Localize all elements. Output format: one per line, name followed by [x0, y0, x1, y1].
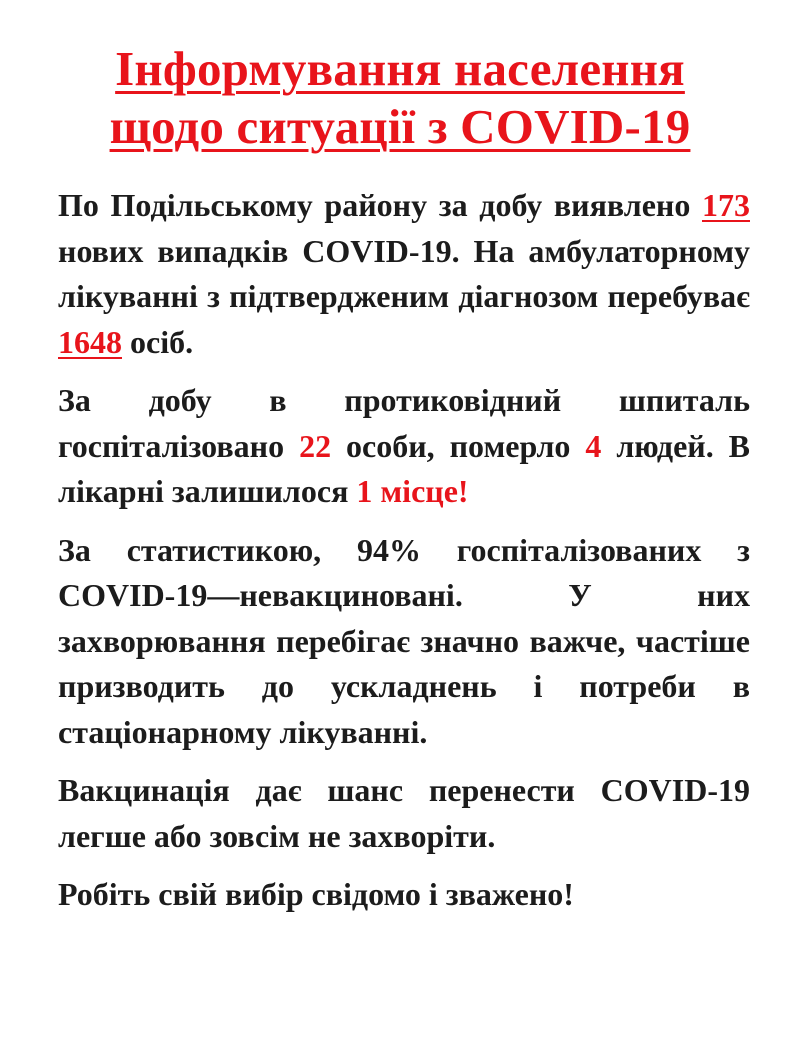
cases-text-2: нових випадків COVID-19. На амбулаторному лікуванні з підтвердженим діагнозом перебуває [58, 232, 750, 314]
deaths-count: 4 [585, 427, 602, 464]
cases-text-3: осіб. [122, 323, 194, 360]
hospitalized-count: 22 [299, 427, 332, 464]
page-title [0, 40, 800, 156]
outpatients-count: 1648 [58, 323, 122, 360]
new-cases-count: 173 [702, 187, 750, 223]
title-line-2: щодо ситуації з COVID-19 [109, 99, 691, 154]
notice-body [58, 183, 750, 931]
beds-left: 1 місце! [356, 473, 469, 509]
hospital-paragraph [58, 378, 750, 515]
cases-text-1: По Подільському району за добу виявлено [58, 187, 702, 223]
cases-paragraph [58, 183, 750, 365]
closing-paragraph: Робіть свій вибір свідомо і зважено! [58, 876, 574, 912]
hospital-text-3: людей. В лікарні залишилося [58, 427, 751, 509]
vaccination-paragraph: Вакцинація дає шанс перенести COVID-19 легше або зовсім не захворіти. [58, 772, 750, 854]
hospital-text-1: За добу в протиковідний шпиталь госпіталізовано [58, 382, 750, 464]
title-line-1: Інформування населення [115, 41, 685, 96]
hospital-text-2: особи, померло [331, 427, 586, 464]
statistics-paragraph: За статистикою, 94% госпіталізованих з COVID-19—невакциновані. У них захворювання перебігає значно важче, частіше призводить до ускладнень і потреби в стаціонарному лікуванні. [58, 531, 750, 750]
